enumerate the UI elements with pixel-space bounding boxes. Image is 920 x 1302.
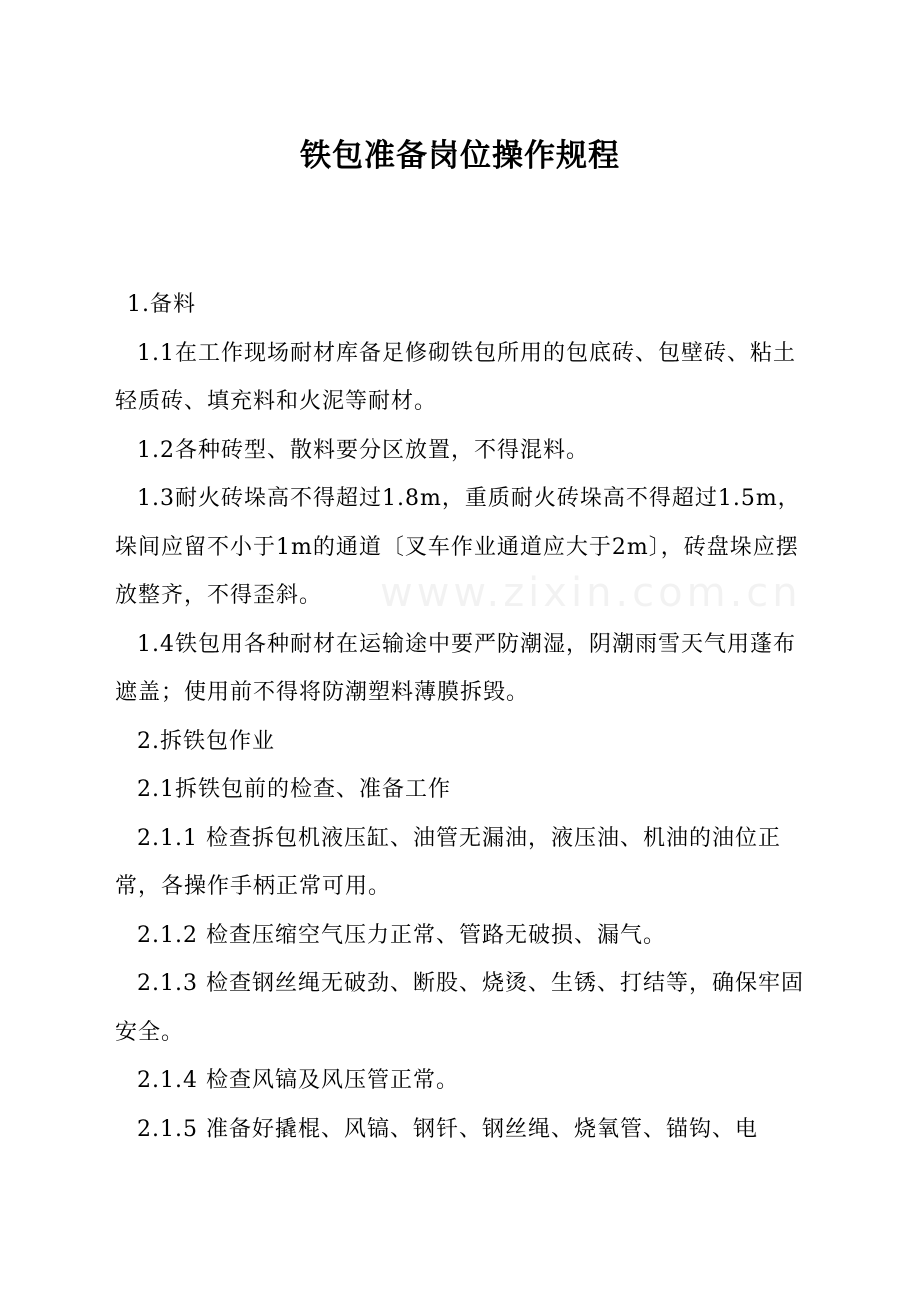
section-heading-1: 1.备料 <box>127 292 196 317</box>
watermark: www.zixin.com.cn <box>380 570 802 616</box>
paragraph-1-2: 1.2各种砖型、散料要分区放置，不得混料。 <box>137 437 589 463</box>
section-heading-2: 2.拆铁包作业 <box>137 728 275 754</box>
paragraph-1-4: 1.4铁包用各种耐材在运输途中要严防潮湿，阴潮雨雪天气用蓬布遮盖；使用前不得将防潮塑料薄膜拆毁。 <box>115 631 796 705</box>
paragraph-2-1: 2.1拆铁包前的检查、准备工作 <box>137 777 451 802</box>
paragraph-2-1-5: 2.1.5 准备好撬棍、风镐、钢钎、钢丝绳、烧氧管、锚钩、电 <box>137 1116 758 1142</box>
document-title: 铁包准备岗位操作规程 <box>300 138 620 174</box>
paragraph-2-1-1: 2.1.1 检查拆包机液压缸、油管无漏油，液压油、机油的油位正常，各操作手柄正常可用。 <box>115 825 781 899</box>
paragraph-2-1-4: 2.1.4 检查风镐及风压管正常。 <box>137 1068 459 1093</box>
document-body <box>115 281 815 1154</box>
paragraph-1-1: 1.1在工作现场耐材库备足修砌铁包所用的包底砖、包壁砖、粘土轻质砖、填充料和火泥等耐材。 <box>115 340 796 414</box>
paragraph-2-1-2: 2.1.2 检查压缩空气压力正常、管路无破损、漏气。 <box>137 922 666 948</box>
paragraph-1-3: 1.3耐火砖垛高不得超过1.8m，重质耐火砖垛高不得超过1.5m，垛间应留不小于1m的通道〔叉车作业通道应大于2m〕，砖盘垛应摆放整齐，不得歪斜。 <box>115 486 801 608</box>
paragraph-2-1-3: 2.1.3 检查钢丝绳无破劲、断股、烧烫、生锈、打结等，确保牢固安全。 <box>115 971 804 1045</box>
